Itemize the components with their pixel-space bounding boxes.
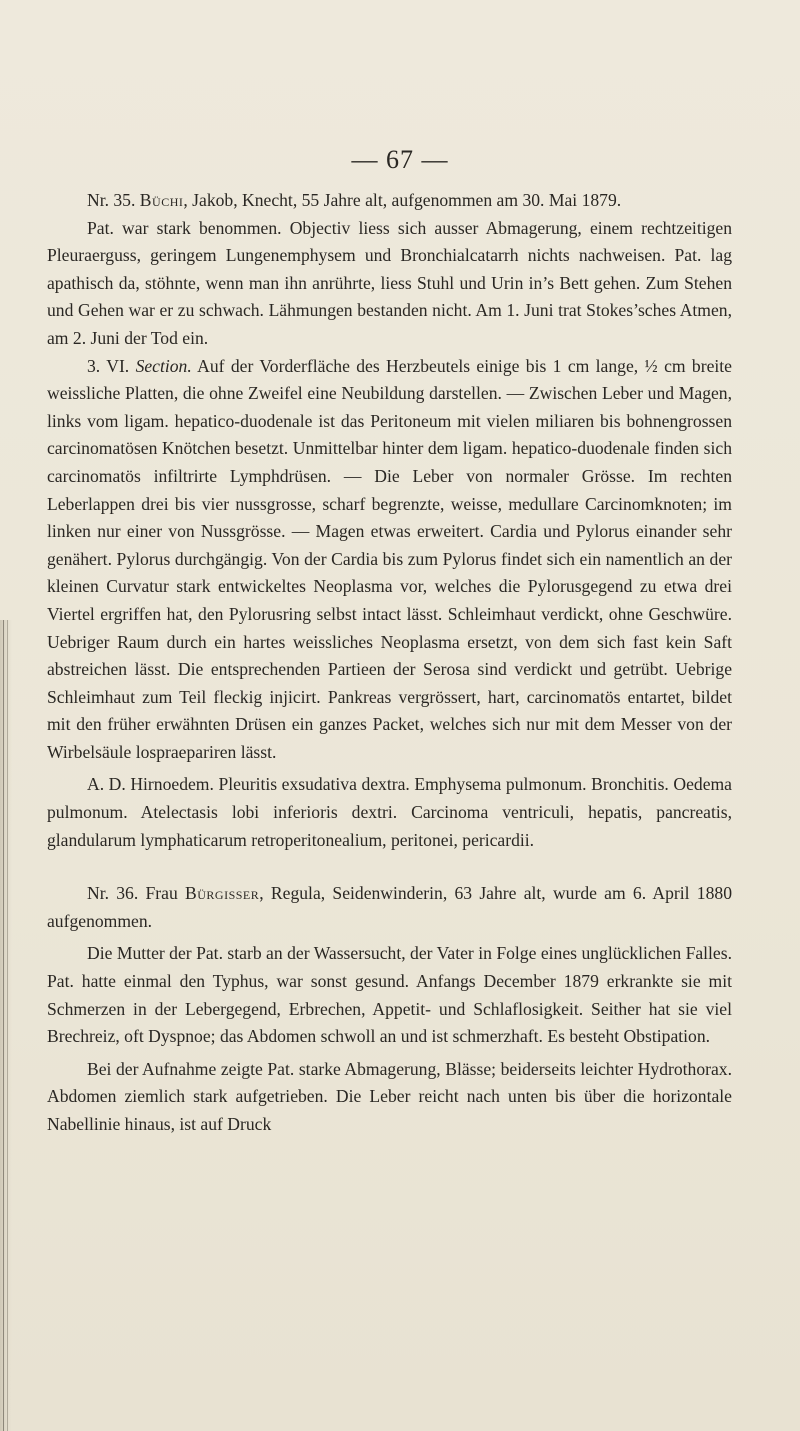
case-35-heading bbox=[47, 187, 732, 215]
case-36-history: Die Mutter der Pat. starb an der Wassersucht, der Vater in Folge eines unglücklichen Falles. Pat. hatte einmal den Typhus, war sonst gesund. Anfangs December 1879 erkrankte sie mit Schmerzen in der Lebergegend, Erbrechen, Appetit- und Schlaflosigkeit. Seither hat sie viel Brechreiz, oft Dyspnoe; das Abdomen schwoll an und ist schmerzhaft. Es besteht Obstipation. bbox=[47, 943, 732, 1047]
case-36-admission: Bei der Aufnahme zeigte Pat. starke Abmagerung, Blässe; beiderseits leichter Hydrothorax. Abdomen ziemlich stark aufgetrieben. Die Leber reicht nach unten bis über die horizontale Nabellinie hinaus, ist auf Druck bbox=[47, 1058, 732, 1134]
case-number: Nr. 35. bbox=[87, 190, 136, 210]
case-intro: , Regula, Seidenwinderin, 63 Jahre alt, wurde am 6. April 1880 aufgenommen. bbox=[47, 883, 732, 931]
name-prefix: Frau bbox=[138, 883, 186, 904]
page-edge-line bbox=[3, 620, 4, 1431]
case-intro: , Jakob, Knecht, 55 Jahre alt, aufgenommen am 30. Mai 1879. bbox=[183, 190, 622, 210]
case-number: Nr. 36. bbox=[87, 883, 139, 904]
page-body bbox=[47, 187, 732, 1139]
case-35-section bbox=[47, 353, 732, 767]
patient-name: Bürgisser bbox=[185, 883, 260, 904]
page-edge-shadow bbox=[0, 620, 12, 1431]
section-label: Section. bbox=[135, 355, 192, 376]
page-number: — 67 — bbox=[351, 145, 449, 174]
case-35-history: Pat. war stark benommen. Objectiv liess sich ausser Abmagerung, einem rechtzeitigen Pleuraerguss, geringem Lungenemphysem und Bronchialcatarrh nichts nachweisen. Pat. lag apathisch da, stöhnte, wenn man ihn anrührte, liess Stuhl und Urin in’s Bett gehen. Zum Stehen und Gehen war er zu schwach. Lähmungen bestanden nicht. Am 1. Juni trat Stokes’sches Atmen, am 2. Juni der Tod ein. bbox=[47, 217, 732, 348]
case-35-diagnosis: A. D. Hirnoedem. Pleuritis exsudativa dextra. Emphysema pulmonum. Bronchitis. Oedema pulmonum. Atelectasis lobi inferioris dextri. Carcinoma ventriculi, hepatis, pancreatis, glandularum lymphaticarum retroperitonealium, peritonei, pericardii. bbox=[47, 774, 732, 850]
section-text: Auf der Vorderfläche des Herzbeutels einige bis 1 cm lange, ½ cm breite weissliche Platten, die ohne Zweifel eine Neubildung darstellen. — Zwischen Leber und Magen, links vom ligam. hepatico-duodenale ist das Peritoneum mit vielen miliaren bis bohnengrossen carcinomatösen Knötchen besetzt. Unmittelbar hinter dem ligam. hepatico-duodenale finden sich carcinomatös infiltrirte Lymphdrüsen. — Die Leber von normaler Grösse. Im rechten Leberlappen drei bis vier nussgrosse, scharf begrenzte, weisse, medullare Carcinomknoten; im linken nur einer von Nussgrösse. — Magen etwas erweitert. Cardia und Pylorus einander sehr genähert. Pylorus durchgängig. Von der Cardia bis zum Pylorus findet sich ein namentlich an der kleinen Curvatur stark entwickeltes Neoplasma vor, welches die Pylorusgegend zu etwa drei Viertel ergriffen hat, den Pylorusring selbst intact lässt. Schleimhaut verdickt, ohne Geschwüre. Uebriger Raum durch ein hartes weissliches Neoplasma ersetzt, von dem sich fast kein Saft abstreichen lässt. Die entsprechenden Partieen der Serosa sind verdickt und getrübt. Uebrige Schleimhaut zum Teil fleckig injicirt. Pankreas vergrössert, hart, carcinomatös entartet, bildet mit den früher erwähnten Drüsen ein ganzes Packet, welches sich nur mit dem Messer von der Wirbelsäule lospraepariren lässt. bbox=[47, 355, 732, 762]
patient-name: Büchi bbox=[139, 190, 184, 210]
case-36-heading bbox=[47, 880, 732, 935]
section-lead: 3. VI. bbox=[87, 355, 130, 376]
page-edge-line bbox=[7, 620, 8, 1431]
